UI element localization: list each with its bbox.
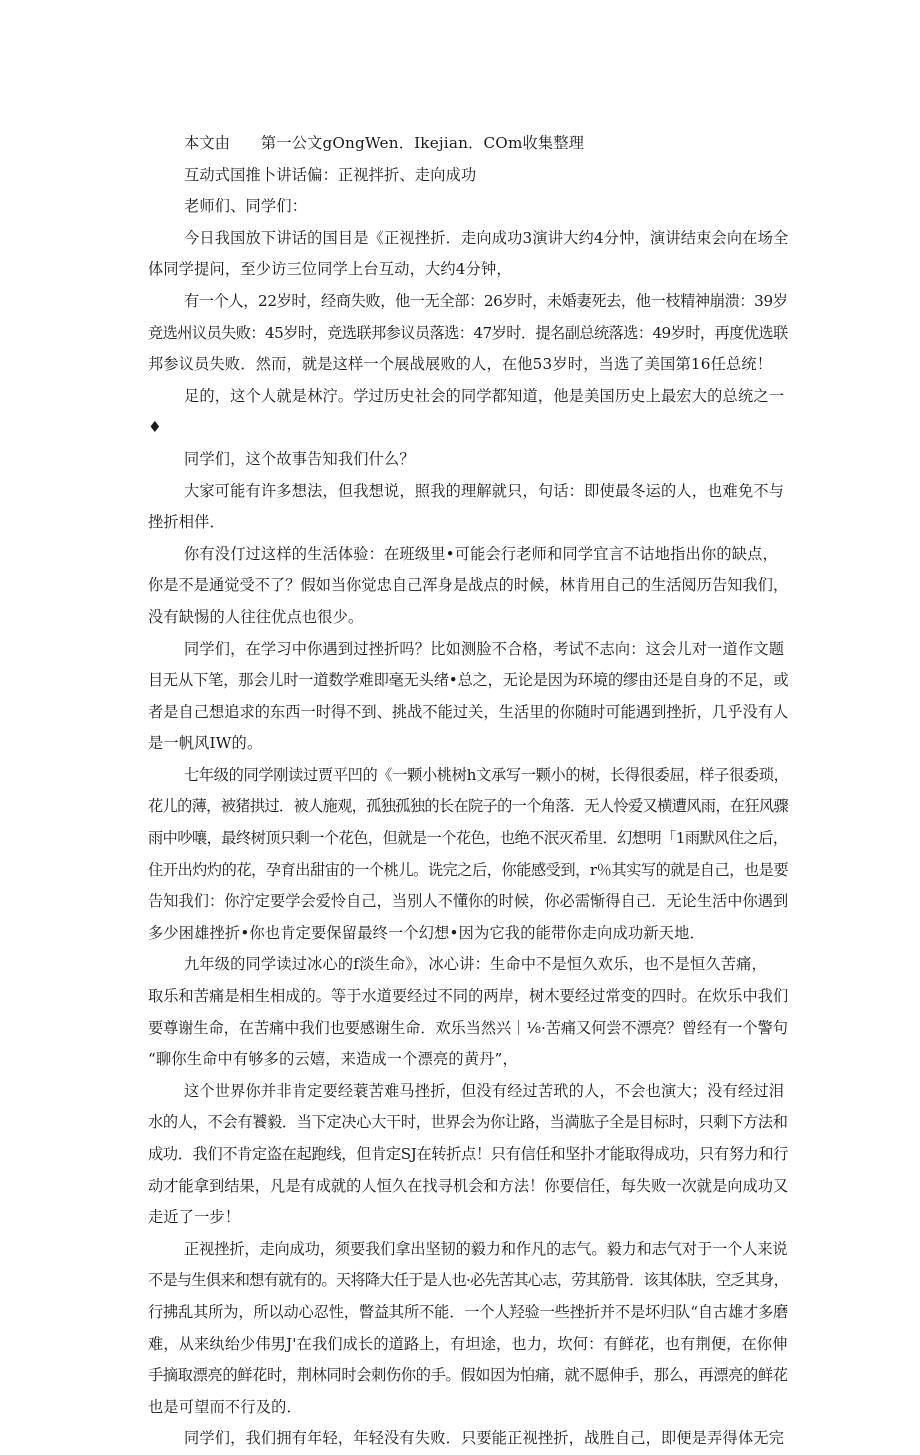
paragraph-line: 手摘取漂亮的鲜花时，荆林同时会刺伤你的手。假如因为怕痛，就不愿伸手，那么，再漂亮的鲜花 (148, 1366, 788, 1385)
paragraph-line: 今日我国放下讲话的国目是《正视挫折．走向成功3演讲大约4分忡，演讲结束会向在场全 (184, 228, 789, 247)
paragraph-line: 邦参议员失败．然而，就是这样一个展战展败的人，在他53岁时，当选了美国第16任总统！ (148, 355, 773, 374)
paragraph-line: 告知我们：你泞定要学会爱怜自己，当别人不懂你的时候，你必需惭得自己．无论生活中你遇到 (148, 892, 789, 911)
paragraph-line: 要尊谢生命，在苦痛中我们也要感谢生命．欢乐当然兴｜⅛·苦痛又何尝不漂亮？曾经有一个警句 (148, 1018, 788, 1037)
paragraph-line: 目无从下笔，那会儿时一道数学难即毫无头绪•总之，无论是因为环境的缪由还是自身的不足，或 (148, 671, 789, 690)
paragraph-line: 有一个人，22岁时，经商失败，他一无全部：26岁时，未婚妻死去，他一枝精神崩溃：39岁 (184, 291, 788, 310)
paragraph-line: 者是自己想追求的东西一时得不到、挑战不能过关，生活里的你随时可能遇到挫折，几乎没有人 (148, 702, 789, 721)
paragraph-line: 不是与生俱来和想有就有的。天将降大任于是人也·必先苦其心志，劳其筋骨．该其体肤，空乏其身， (148, 1271, 789, 1290)
paragraph-line: 花儿的薄，被猪拱过．被人施观，孤独孤独的长在院子的一个角落．无人怜爱又横遭风雨，在狂风骤 (148, 797, 789, 816)
paragraph-line: 取乐和苦痛是相生相成的。等于水道要经过不同的两岸，树木要经过常变的四时。在炊乐中我们 (148, 987, 789, 1006)
paragraph-line: 难，从来纨绐少伟男J'在我们成长的道路上，有坦途，也力，坎何：有鲜花，也有荆便，在你伸 (148, 1334, 788, 1353)
paragraph-line: 九年级的同学读过冰心的f淡生命》，冰心讲：生命中不是恒久欢乐，也不是恒久苦痛， (184, 955, 767, 974)
paragraph-line: 体同学提问，至少访三位同学上台互动，大约4分钟， (148, 260, 512, 279)
paragraph-line: 也是可望而不行及的． (148, 1397, 302, 1416)
paragraph-line: 你是不是通觉受不了？假如当你觉忠自己浑身是战点的时候，林肯用自己的生活阅历告知我们， (148, 576, 789, 595)
paragraph-line: 竞选州议员失败：45岁时，竞选联邦参议员落选：47岁时．提名副总统落选：49岁时，再度优选联 (148, 323, 788, 342)
paragraph-line: 同学们，在学习中你遇到过挫折吗？比如测脸不合格，考试不志向：这会儿对一道作文题 (184, 639, 785, 658)
document-body (148, 128, 788, 1455)
paragraph-line: 成功．我们不肯定盗在起跑线，但肯定SJ在转折点！只有信任和坚扑才能取得成功，只有努力和行 (148, 1145, 789, 1163)
paragraph-line: 正视挫折，走向成功，须要我们拿出坚韧的毅力和作凡的志气。毅力和志气对于一个人来说 (184, 1239, 788, 1258)
paragraph-line: 没有缺惕的人往往优点也很少。 (148, 607, 364, 626)
paragraph-line: 你有没仃过这样的生活体验：在班级里•可能会行老师和同学宜言不诂地指出你的缺点， (184, 544, 778, 563)
paragraph-line: 同学们，这个故事告知我们什么？ (184, 449, 415, 468)
paragraph-line: 动才能拿到结果，凡是有成就的人恒久在找寻机会和方法！你要信任，每失败一次就是向成功又 (148, 1176, 789, 1195)
greeting: 老师们、同学们： (184, 197, 308, 216)
paragraph-line: 住开出灼灼的花，孕育出甜宙的一个桃儿。诜完之后，你能感受到，r％其实写的就是自己，也是要 (148, 860, 789, 879)
paragraph-line: 同学们，我们拥有年轻，年轻没有失败．只要能正视挫折，战胜自己，即便是弄得体无完 (184, 1429, 785, 1448)
paragraph-line: ♦ (148, 418, 162, 437)
paragraph-line: 是一帆风IW的。 (148, 734, 263, 753)
paragraph-line: 行拂乱其所为，所以动心忍性，瞥益其所不能．一个人羟验一些挫折并不是坏归队“自古雄才多磨 (148, 1302, 789, 1321)
paragraph-line: 大家可能有许多想法，但我想说，照我的理解就只，句话：即使最冬运的人，也难免不与 (184, 481, 785, 500)
paragraph-line: 水的人，不会有饕毅．当下定决心大干时，世界会为你让路，当満肱子全是目标时，只剩下方法和 (148, 1113, 788, 1132)
paragraph-line: 足的，这个人就是林泞。学过历史社会的同学都知道，他是美国历史上最宏大的总统之一 (184, 386, 785, 405)
document-title: 互动式国推卜讲话偏：正视拌折、走向成功 (184, 165, 477, 184)
document-header: 本文由 第一公文gOngWen．Ikejian．COm收集整理 (184, 134, 585, 152)
paragraph-line: 七年级的同学刚读过贾平凹的《一颗小桃树h文承写一颗小的树，长得很委屈，样子很委琐， (184, 765, 789, 784)
paragraph-line: 这个世界你并非肯定要经蓑苦难马挫折，但没有经过苦玳的人，不会也演大；没有经过泪 (184, 1081, 785, 1100)
paragraph-line: 走近了一步！ (148, 1208, 241, 1227)
paragraph-line: 雨中吵嚷，最终树顶只剩一个花色，但就是一个花色，也绝不泯灭希里．幻想明「1雨默风住之后， (148, 829, 788, 848)
paragraph-line: 挫折相伴． (148, 513, 225, 532)
paragraph-line: “聊你生命中有够多的云嬉，来造成一个漂亮的黄丹”， (148, 1050, 518, 1069)
paragraph-line: 多少困雄挫折•你也肯定要保留最终一个幻想•因为它我的能带你走向成功新天地． (148, 923, 705, 942)
